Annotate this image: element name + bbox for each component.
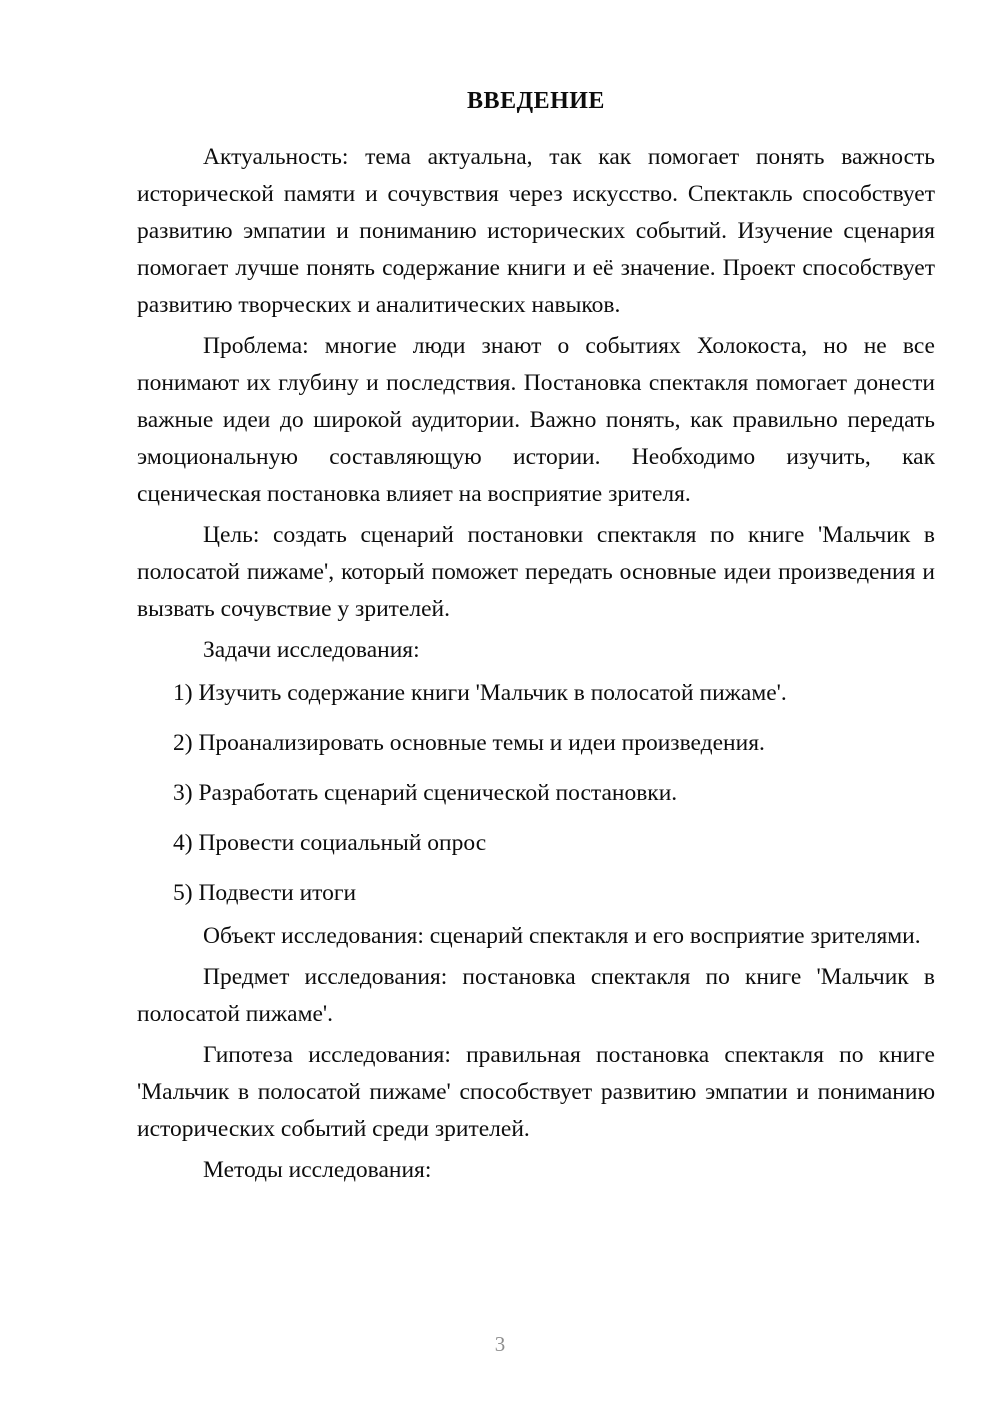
tasks-heading: Задачи исследования: xyxy=(203,637,420,664)
document-body xyxy=(137,86,935,1193)
list-item: 4) Провести социальный опрос xyxy=(173,830,487,857)
page-title: ВВЕДЕНИЕ xyxy=(467,88,605,114)
list-item: 5) Подвести итоги xyxy=(173,880,357,907)
paragraph-object: Объект исследования: сценарий спектакля и его восприятие зрителями. xyxy=(203,923,921,950)
list-item: 3) Разработать сценарий сценической постановки. xyxy=(173,780,678,807)
list-item: 1) Изучить содержание книги 'Мальчик в полосатой пижаме'. xyxy=(173,680,787,707)
page-number: 3 xyxy=(494,1332,506,1356)
tasks-list xyxy=(137,675,935,912)
paragraph-subject: Предмет исследования: постановка спектакля по книге 'Мальчик в полосатой пижаме'. xyxy=(137,964,935,1028)
paragraph-problem: Проблема: многие люди знают о событиях Холокоста, но не все понимают их глубину и последствия. Постановка спектакля помогает донести важные идеи до широкой аудитории. Важно понять, как правильно передать эмоциональную составляющую истории. Необходимо изучить, как сценическая постановка влияет на восприятие зрителя. xyxy=(137,333,935,508)
list-item: 2) Проанализировать основные темы и идеи произведения. xyxy=(173,730,765,757)
paragraph-hypothesis: Гипотеза исследования: правильная постановка спектакля по книге 'Мальчик в полосатой пижаме' способствует развитию эмпатии и пониманию исторических событий среди зрителей. xyxy=(137,1042,935,1143)
paragraph-relevance: Актуальность: тема актуальна, так как помогает понять важность исторической памяти и сочувствия через искусство. Спектакль способствует развитию эмпатии и пониманию исторических событий. Изучение сценария помогает лучше понять содержание книги и её значение. Проект способствует развитию творческих и аналитических навыков. xyxy=(137,144,935,319)
methods-heading: Методы исследования: xyxy=(203,1157,432,1184)
paragraph-goal: Цель: создать сценарий постановки спектакля по книге 'Мальчик в полосатой пижаме', который поможет передать основные идеи произведения и вызвать сочувствие у зрителей. xyxy=(137,522,935,623)
